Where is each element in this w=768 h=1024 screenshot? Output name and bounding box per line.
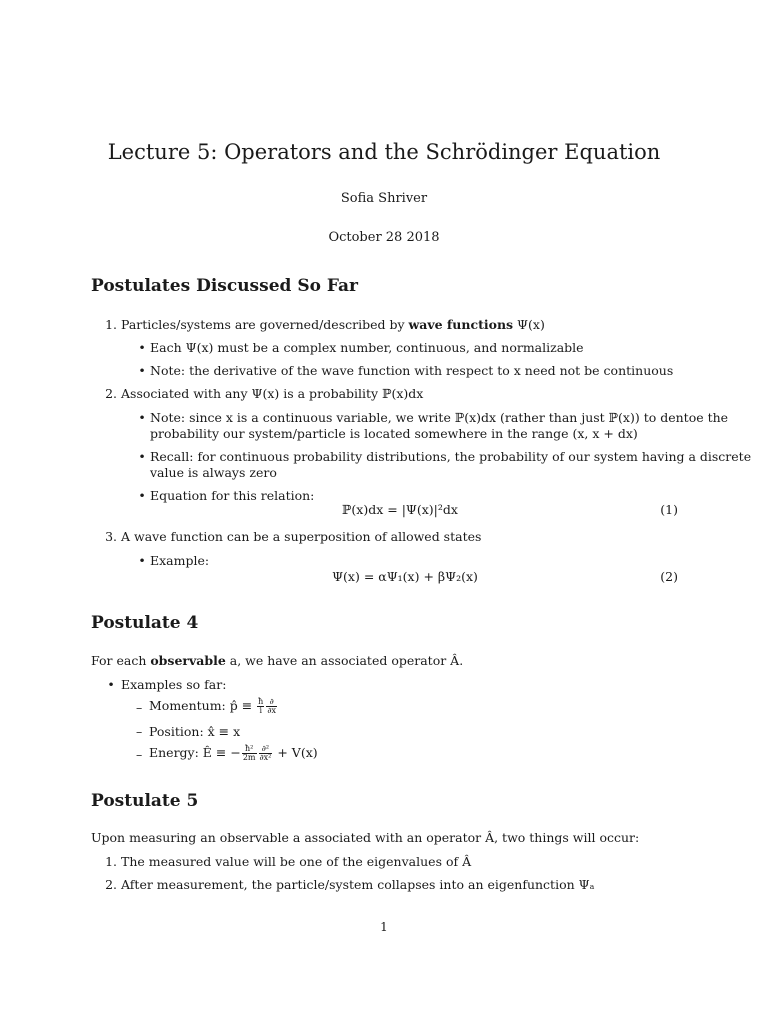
bullet-icon: • [138, 449, 146, 464]
fraction: $\frac{ħ}{i}$ [258, 697, 264, 715]
bold-term: observable [150, 653, 226, 668]
list-item-text: A wave function can be a superposition of allowed states [121, 529, 482, 544]
page-number: 1 [380, 920, 388, 934]
position-operator: Position: x̂ ≡ x [149, 724, 241, 739]
bold-term: wave functions [408, 317, 514, 332]
momentum-operator: Momentum: p̂ ≡ $\frac{ħ}{i}$ $\frac{\partial}{\partial x}$ [149, 697, 276, 715]
document-title: Lecture 5: Operators and the Schrödinger Equation [107, 140, 661, 164]
list-item-text: Associated with any Ψ(x) is a probability ℙ(x)dx [121, 386, 424, 401]
paragraph-text: Upon measuring an observable a associated with an operator Â, two things will occur: [91, 830, 640, 845]
bullet-text: Note: the derivative of the wave function with respect to x need not be continuous [150, 363, 674, 378]
bullet-text-continued: value is always zero [150, 465, 277, 480]
bullet-text: Note: since x is a continuous variable, we write ℙ(x)dx (rather than just ℙ(x)) to dentoe the [150, 410, 729, 425]
bullet-text: Each Ψ(x) must be a complex number, continuous, and normalizable [150, 340, 584, 355]
equation-1: ℙ(x)dx = |Ψ(x)|²dx [342, 502, 458, 517]
bullet-icon: • [138, 410, 146, 425]
section-heading-postulates-so-far: Postulates Discussed So Far [91, 276, 358, 296]
bullet-text: Example: [150, 553, 210, 568]
bullet-icon: • [138, 488, 146, 503]
list-item-text: The measured value will be one of the eigenvalues of Â [121, 854, 472, 869]
bullet-text: Recall: for continuous probability distributions, the probability of our system having a discrete [150, 449, 752, 464]
list-number: 1. [105, 317, 117, 332]
section-heading-postulate-4: Postulate 4 [91, 613, 199, 633]
section-heading-postulate-5: Postulate 5 [91, 791, 199, 811]
fraction: $\frac{\partial}{\partial x}$ [267, 697, 276, 715]
fraction: $\frac{\text{∂²}}{\text{∂x²}}$ [259, 744, 272, 762]
bullet-icon: • [138, 363, 146, 378]
fraction: $\frac{\text{ħ²}}{2m}$ [242, 744, 256, 762]
list-number: 2. [105, 386, 117, 401]
document-date: October 28 2018 [328, 230, 440, 245]
dash-icon: – [136, 747, 143, 762]
dash-icon: – [136, 700, 143, 715]
list-number: 2. [105, 877, 117, 892]
equation-number: (1) [660, 502, 678, 517]
equation-number: (2) [660, 569, 678, 584]
list-number: 3. [105, 529, 117, 544]
paragraph-text: For each observable a, we have an associated operator Â. [91, 653, 464, 668]
dash-icon: – [136, 724, 143, 739]
author-name: Sofia Shriver [340, 191, 428, 206]
list-number: 1. [105, 854, 117, 869]
list-item-text: Particles/systems are governed/described by wave functions Ψ(x) [121, 317, 545, 332]
bullet-text: Examples so far: [121, 677, 227, 692]
list-item-text: After measurement, the particle/system collapses into an eigenfunction Ψₐ [121, 877, 595, 892]
bullet-icon: • [138, 340, 146, 355]
bullet-text-continued: probability our system/particle is located somewhere in the range (x, x + dx) [150, 426, 638, 441]
energy-operator: Energy: Ê ≡ − $\frac{\text{ħ²}}{2m}$ $\frac{\text{∂²}}{\text{∂x²}}$ + V(x) [149, 744, 318, 762]
equation-2: Ψ(x) = αΨ₁(x) + βΨ₂(x) [332, 569, 478, 584]
bullet-icon: • [138, 553, 146, 568]
bullet-text: Equation for this relation: [150, 488, 315, 503]
bullet-icon: • [107, 677, 115, 692]
